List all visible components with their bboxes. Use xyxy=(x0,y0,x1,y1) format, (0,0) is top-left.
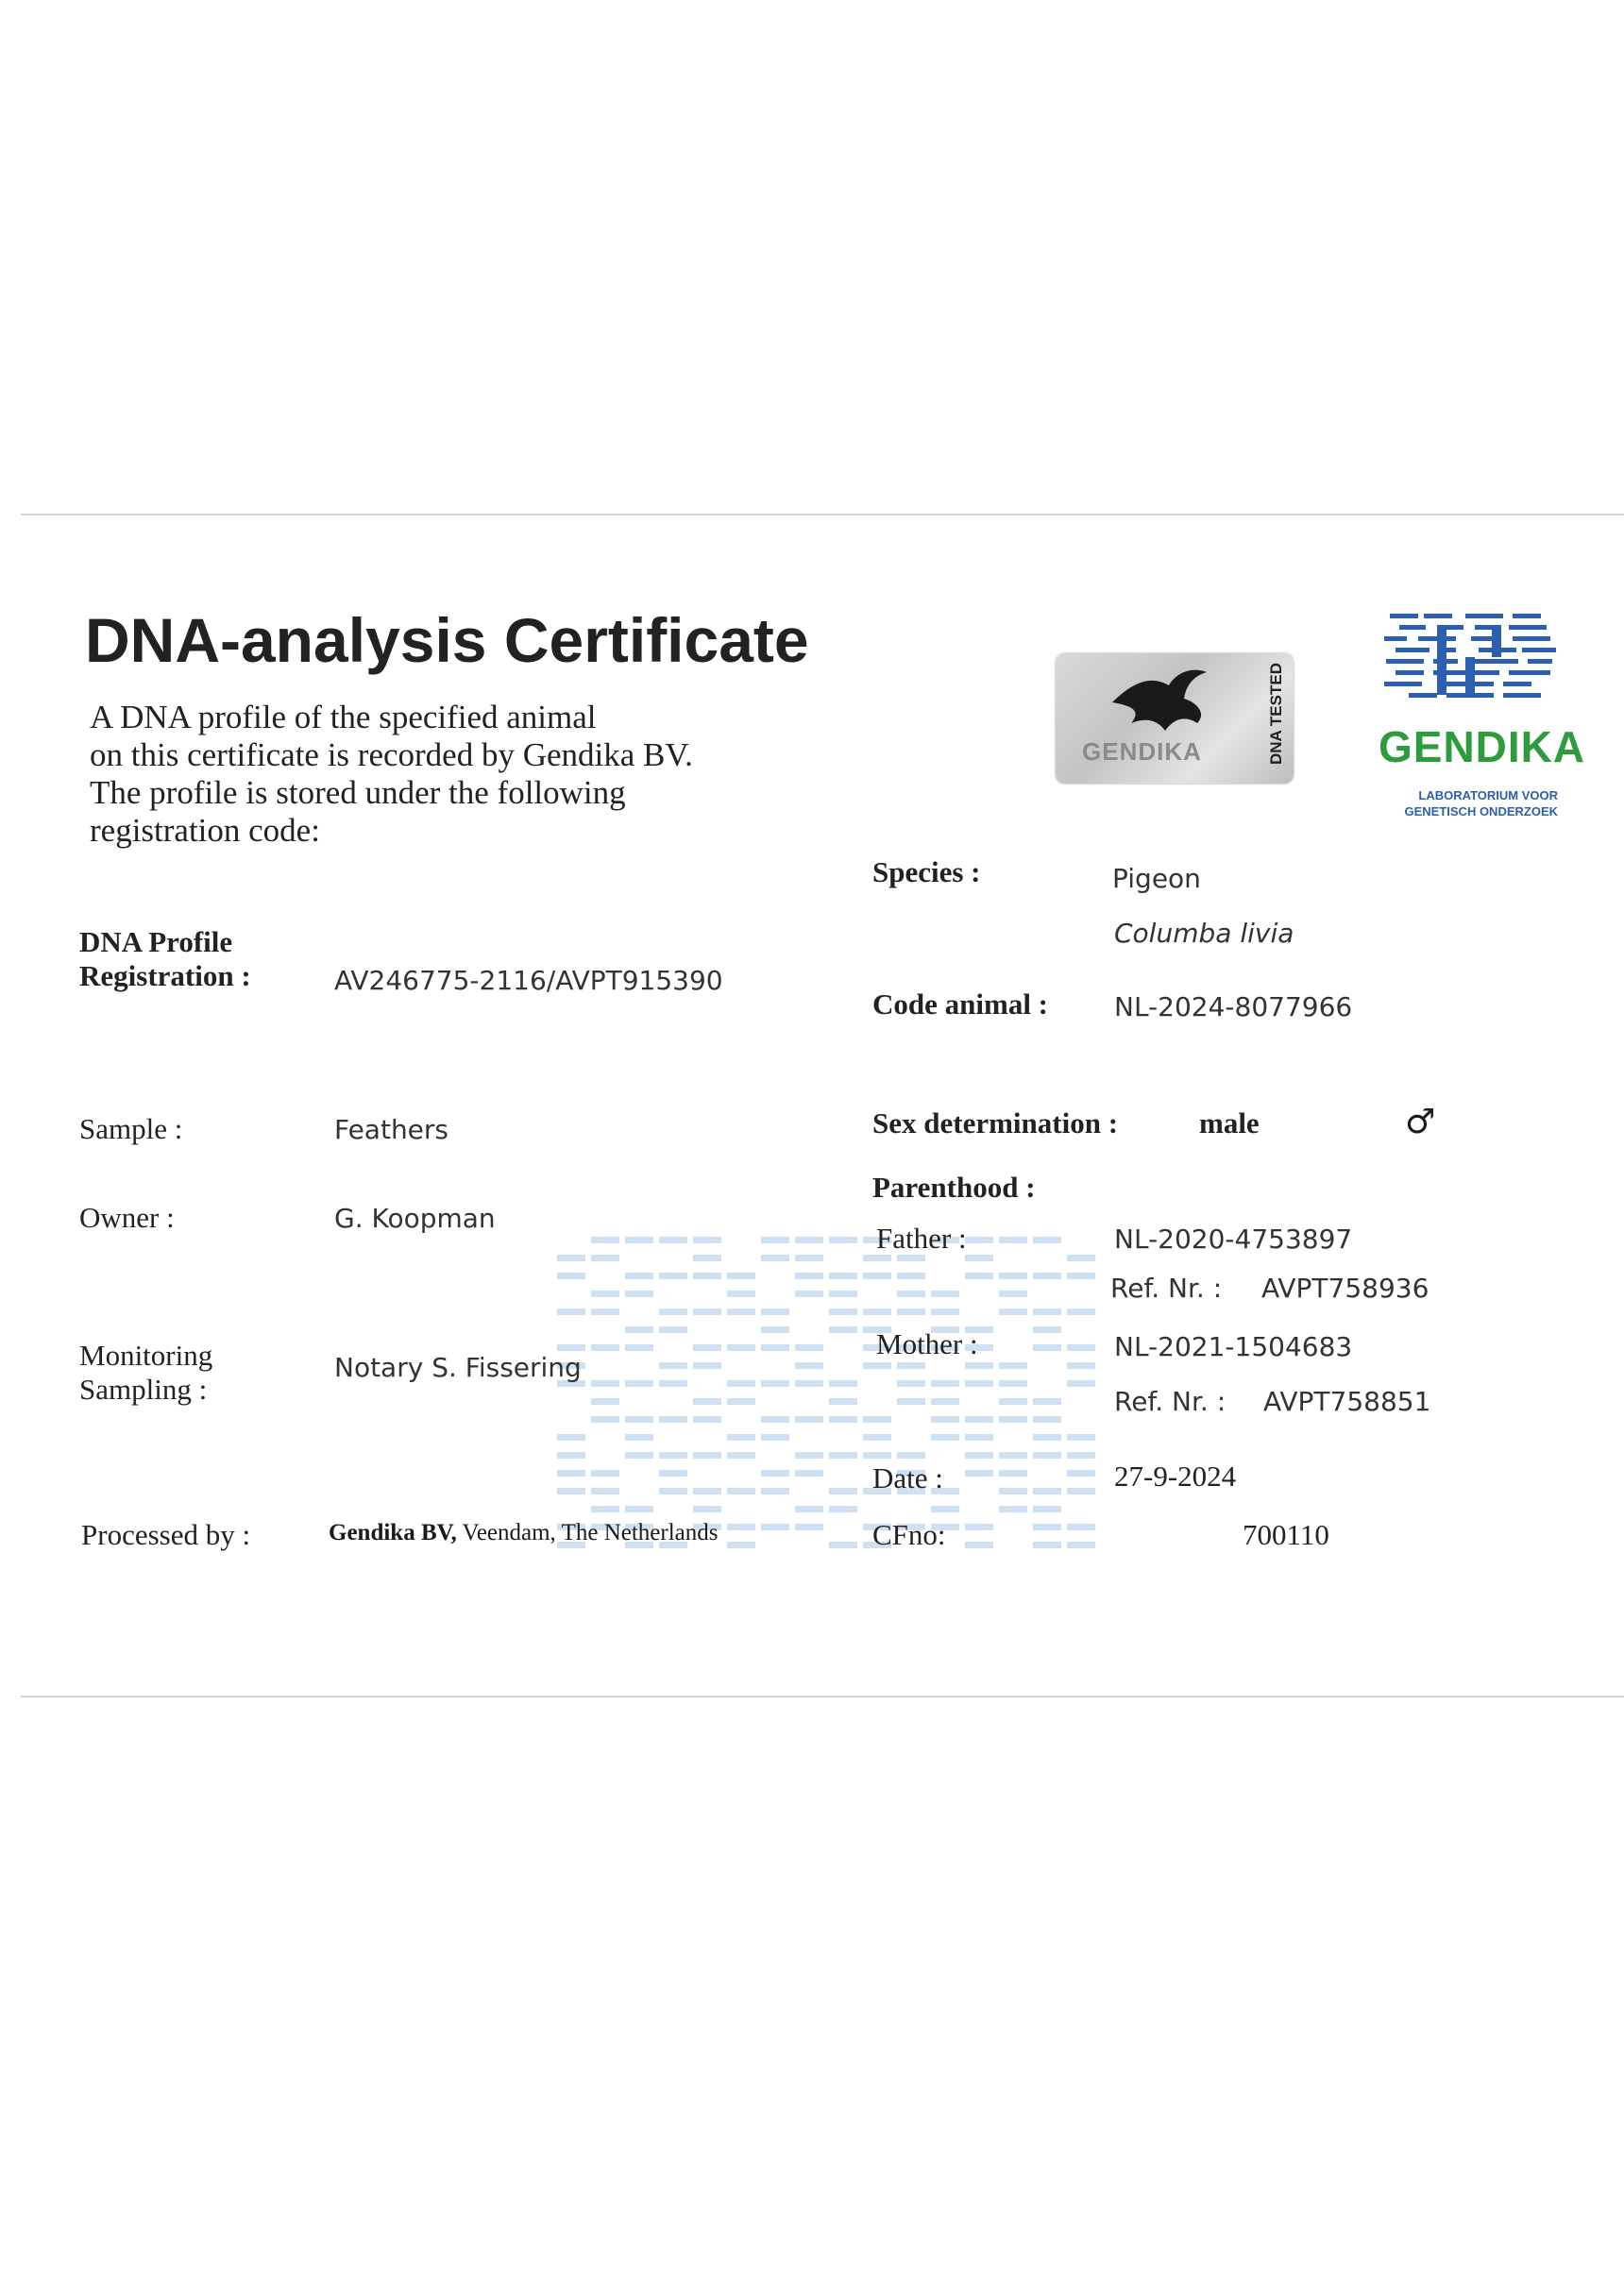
logo-sub-line: LABORATORIUM VOOR xyxy=(1418,788,1558,802)
male-symbol-icon: ♂ xyxy=(1405,1103,1436,1141)
mother-ref-value: AVPT758851 xyxy=(1263,1386,1431,1417)
watermark-dash xyxy=(897,1308,925,1315)
watermark-dash xyxy=(1033,1542,1061,1548)
watermark-dash xyxy=(965,1470,993,1477)
owner-value: G. Koopman xyxy=(334,1203,496,1234)
intro-line: registration code: xyxy=(90,812,320,849)
watermark-dash xyxy=(659,1237,687,1243)
watermark-dash xyxy=(727,1542,755,1548)
watermark-dash xyxy=(829,1291,857,1297)
watermark-dash xyxy=(999,1291,1027,1297)
owner-label: Owner : xyxy=(79,1201,175,1234)
watermark-dash xyxy=(1067,1273,1095,1279)
sample-value: Feathers xyxy=(334,1114,449,1145)
processed-location: Veendam, The Netherlands xyxy=(462,1520,719,1545)
watermark-dash xyxy=(693,1506,721,1512)
watermark-dash xyxy=(557,1308,585,1315)
watermark-dash xyxy=(1067,1434,1095,1441)
watermark-dash xyxy=(863,1273,891,1279)
mother-label: Mother : xyxy=(876,1327,978,1360)
dna-tested-sticker xyxy=(1056,653,1294,784)
watermark-dash xyxy=(863,1362,891,1369)
watermark-dash xyxy=(659,1452,687,1459)
watermark-dash xyxy=(829,1452,857,1459)
watermark-dash xyxy=(761,1416,789,1423)
watermark-dash xyxy=(1067,1380,1095,1387)
watermark-dash xyxy=(693,1255,721,1261)
watermark-dash xyxy=(999,1452,1027,1459)
watermark-dash xyxy=(625,1237,653,1243)
watermark-dash xyxy=(795,1291,823,1297)
watermark-dash xyxy=(829,1273,857,1279)
watermark-dash xyxy=(795,1344,823,1351)
watermark-dash xyxy=(625,1273,653,1279)
watermark-dash xyxy=(1033,1273,1061,1279)
watermark-dash xyxy=(625,1291,653,1297)
watermark-dash xyxy=(999,1308,1027,1315)
watermark-dash xyxy=(897,1273,925,1279)
watermark-dash xyxy=(795,1237,823,1243)
father-ref-label: Ref. Nr. : xyxy=(1110,1273,1223,1304)
watermark-dash xyxy=(1067,1308,1095,1315)
watermark-dash xyxy=(897,1255,925,1261)
processed-label: Processed by : xyxy=(81,1518,251,1551)
watermark-dash xyxy=(557,1452,585,1459)
watermark-dash xyxy=(591,1344,619,1351)
watermark-dash xyxy=(659,1362,687,1369)
watermark-dash xyxy=(1033,1506,1061,1512)
processed-value xyxy=(329,1520,719,1546)
watermark-dash xyxy=(761,1488,789,1494)
watermark-dash xyxy=(727,1344,755,1351)
watermark-dash xyxy=(965,1255,993,1261)
watermark-dash xyxy=(591,1506,619,1512)
watermark-dash xyxy=(829,1542,857,1548)
watermark-dash xyxy=(999,1470,1027,1477)
watermark-dash xyxy=(659,1416,687,1423)
watermark-dash xyxy=(761,1470,789,1477)
watermark-dash xyxy=(1033,1344,1061,1351)
watermark-dash xyxy=(829,1416,857,1423)
watermark-dash xyxy=(591,1255,619,1261)
watermark-dash xyxy=(829,1506,857,1512)
watermark-dash xyxy=(557,1273,585,1279)
processed-company: Gendika BV, xyxy=(329,1520,457,1545)
watermark-dash xyxy=(1033,1398,1061,1405)
watermark-dash xyxy=(965,1362,993,1369)
watermark-dash xyxy=(897,1452,925,1459)
watermark-dash xyxy=(1033,1237,1061,1243)
intro-line: A DNA profile of the specified animal xyxy=(90,699,597,735)
watermark-dash xyxy=(727,1308,755,1315)
watermark-dash xyxy=(1067,1452,1095,1459)
watermark-dash xyxy=(795,1470,823,1477)
watermark-dash xyxy=(727,1380,755,1387)
watermark-dash xyxy=(863,1308,891,1315)
watermark-dash xyxy=(863,1255,891,1261)
watermark-dash xyxy=(693,1488,721,1494)
monitoring-label-line: Monitoring xyxy=(79,1339,213,1372)
code-animal-value: NL-2024-8077966 xyxy=(1114,991,1353,1022)
watermark-dash xyxy=(931,1506,959,1512)
watermark-dash xyxy=(829,1326,857,1333)
parenthood-label: Parenthood : xyxy=(872,1171,1036,1204)
mother-value: NL-2021-1504683 xyxy=(1114,1331,1353,1362)
watermark-dash xyxy=(557,1434,585,1441)
watermark-dash xyxy=(591,1291,619,1297)
watermark-dash xyxy=(557,1255,585,1261)
watermark-dash xyxy=(897,1380,925,1387)
watermark-dash xyxy=(659,1488,687,1494)
watermark-dash xyxy=(999,1380,1027,1387)
watermark-dash xyxy=(693,1344,721,1351)
sticker-side-text: DNA TESTED xyxy=(1267,663,1285,765)
watermark-dash xyxy=(999,1488,1027,1494)
watermark-dash xyxy=(931,1434,959,1441)
mother-ref-label: Ref. Nr. : xyxy=(1114,1386,1226,1417)
watermark-dash xyxy=(829,1237,857,1243)
watermark-dash xyxy=(795,1452,823,1459)
watermark-dash xyxy=(795,1506,823,1512)
father-label: Father : xyxy=(876,1222,967,1255)
certificate-title: DNA-analysis Certificate xyxy=(85,605,809,675)
watermark-dash xyxy=(863,1416,891,1423)
watermark-dash xyxy=(625,1434,653,1441)
watermark-dash xyxy=(761,1344,789,1351)
watermark-dash xyxy=(1067,1255,1095,1261)
watermark-dash xyxy=(795,1380,823,1387)
watermark-dash xyxy=(727,1452,755,1459)
profile-label-line: Registration : xyxy=(79,959,251,992)
watermark-dash xyxy=(761,1380,789,1387)
sticker-brand: GENDIKA xyxy=(1082,737,1202,766)
watermark-dash xyxy=(1067,1542,1095,1548)
watermark-dash xyxy=(1033,1488,1061,1494)
intro-line: The profile is stored under the following xyxy=(90,774,626,811)
watermark-dash xyxy=(591,1380,619,1387)
monitoring-value: Notary S. Fissering xyxy=(334,1352,582,1383)
watermark-dash xyxy=(965,1273,993,1279)
watermark-dash xyxy=(761,1237,789,1243)
sample-label: Sample : xyxy=(79,1112,183,1145)
watermark-dash xyxy=(591,1398,619,1405)
watermark-dash xyxy=(1067,1362,1095,1369)
watermark-dash xyxy=(999,1398,1027,1405)
watermark-dash xyxy=(1067,1524,1095,1530)
watermark-dash xyxy=(591,1416,619,1423)
watermark-dash xyxy=(897,1362,925,1369)
watermark-dash xyxy=(761,1308,789,1315)
watermark-dash xyxy=(829,1398,857,1405)
monitoring-label xyxy=(79,1339,212,1407)
watermark-dash xyxy=(863,1452,891,1459)
watermark-dash xyxy=(1033,1308,1061,1315)
watermark-dash xyxy=(727,1434,755,1441)
watermark-dash xyxy=(557,1488,585,1494)
watermark-dash xyxy=(1033,1524,1061,1530)
watermark-dash xyxy=(625,1380,653,1387)
watermark-dash xyxy=(693,1308,721,1315)
watermark-dash xyxy=(625,1506,653,1512)
watermark-dash xyxy=(591,1308,619,1315)
watermark-dash xyxy=(693,1237,721,1243)
cfno-value: 700110 xyxy=(1243,1518,1329,1551)
watermark-dash xyxy=(931,1291,959,1297)
watermark-dash xyxy=(761,1524,789,1530)
watermark-dash xyxy=(591,1470,619,1477)
watermark-dash xyxy=(761,1434,789,1441)
watermark-dash xyxy=(557,1344,585,1351)
gendika-wordmark: GENDIKA xyxy=(1379,722,1586,771)
watermark-dash xyxy=(1067,1470,1095,1477)
gendika-logo-icon xyxy=(1380,610,1560,716)
watermark-dash xyxy=(897,1291,925,1297)
watermark-dash xyxy=(1067,1344,1095,1351)
profile-label xyxy=(79,925,251,993)
watermark-dash xyxy=(965,1380,993,1387)
watermark-dash xyxy=(863,1434,891,1441)
watermark-dash xyxy=(1067,1488,1095,1494)
date-label: Date : xyxy=(872,1461,943,1494)
intro-text xyxy=(90,699,807,850)
watermark-dash xyxy=(625,1416,653,1423)
profile-label-line: DNA Profile xyxy=(79,925,233,958)
watermark-dash xyxy=(999,1237,1027,1243)
watermark-dash xyxy=(965,1524,993,1530)
watermark-dash xyxy=(829,1308,857,1315)
watermark-dash xyxy=(659,1470,687,1477)
gendika-subtitle xyxy=(1380,787,1558,819)
cfno-label: CFno: xyxy=(872,1518,946,1551)
date-value: 27-9-2024 xyxy=(1114,1460,1237,1493)
watermark-dash xyxy=(1033,1434,1061,1441)
watermark-dash xyxy=(1033,1416,1061,1423)
watermark-dash xyxy=(693,1273,721,1279)
watermark-dash xyxy=(727,1273,755,1279)
watermark-dash xyxy=(727,1488,755,1494)
watermark-dash xyxy=(761,1255,789,1261)
watermark-dash xyxy=(625,1326,653,1333)
watermark-dash xyxy=(761,1326,789,1333)
watermark-dash xyxy=(727,1524,755,1530)
watermark-dash xyxy=(795,1255,823,1261)
sex-label: Sex determination : xyxy=(872,1106,1119,1140)
watermark-dash xyxy=(795,1273,823,1279)
watermark-dash xyxy=(829,1488,857,1494)
sex-value: male xyxy=(1199,1106,1260,1140)
watermark-dash xyxy=(557,1470,585,1477)
watermark-dash xyxy=(693,1398,721,1405)
watermark-dash xyxy=(795,1524,823,1530)
logo-sub-line: GENETISCH ONDERZOEK xyxy=(1404,804,1558,819)
watermark-dash xyxy=(965,1237,993,1243)
watermark-dash xyxy=(659,1308,687,1315)
watermark-dash xyxy=(625,1344,653,1351)
watermark-dash xyxy=(795,1362,823,1369)
watermark-dash xyxy=(591,1237,619,1243)
species-common: Pigeon xyxy=(1112,863,1201,894)
watermark-dash xyxy=(999,1506,1027,1512)
species-label: Species : xyxy=(872,855,981,888)
watermark-dash xyxy=(625,1452,653,1459)
watermark-dash xyxy=(727,1291,755,1297)
father-ref-value: AVPT758936 xyxy=(1261,1273,1429,1304)
watermark-dash xyxy=(931,1308,959,1315)
watermark-dash xyxy=(659,1380,687,1387)
code-animal-label: Code animal : xyxy=(872,988,1048,1021)
watermark-dash xyxy=(693,1416,721,1423)
species-latin: Columba livia xyxy=(1114,918,1294,949)
intro-line: on this certificate is recorded by Gendika BV. xyxy=(90,736,693,773)
watermark-dash xyxy=(931,1398,959,1405)
watermark-dash xyxy=(931,1416,959,1423)
watermark-dash xyxy=(965,1452,993,1459)
father-value: NL-2020-4753897 xyxy=(1114,1224,1353,1255)
watermark-dash xyxy=(829,1380,857,1387)
watermark-dash xyxy=(591,1488,619,1494)
watermark-dash xyxy=(999,1273,1027,1279)
watermark-dash xyxy=(897,1398,925,1405)
profile-value: AV246775-2116/AVPT915390 xyxy=(334,965,723,996)
watermark-dash xyxy=(727,1398,755,1405)
watermark-dash xyxy=(999,1362,1027,1369)
watermark-dash xyxy=(693,1362,721,1369)
watermark-dash xyxy=(965,1434,993,1441)
watermark-dash xyxy=(659,1273,687,1279)
watermark-dash xyxy=(965,1416,993,1423)
watermark-dash xyxy=(795,1416,823,1423)
watermark-dash xyxy=(999,1416,1027,1423)
monitoring-label-line: Sampling : xyxy=(79,1373,208,1406)
watermark-dash xyxy=(1033,1452,1061,1459)
watermark-dash xyxy=(931,1380,959,1387)
watermark-dash xyxy=(659,1326,687,1333)
watermark-dash xyxy=(693,1452,721,1459)
watermark-dash xyxy=(1033,1326,1061,1333)
watermark-dash xyxy=(965,1542,993,1548)
